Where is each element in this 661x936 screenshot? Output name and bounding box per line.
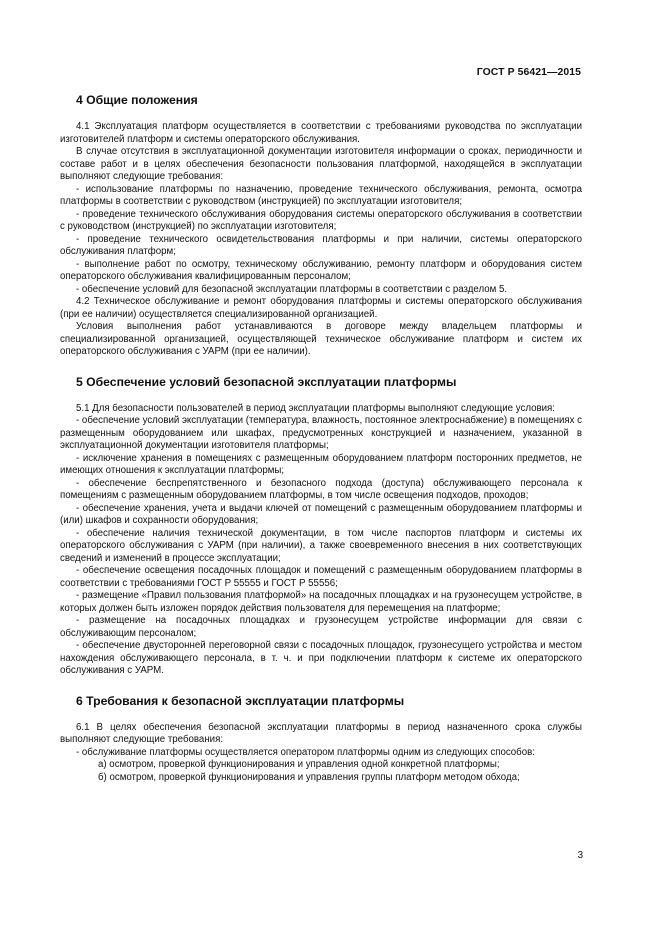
section-4-body xyxy=(60,121,582,359)
sub-item: б) осмотром, проверкой функционирования и управления группы платформ методом обхода; xyxy=(98,771,520,783)
section-title: 4 Общие положения xyxy=(76,93,198,107)
list-item: - выполнение работ по осмотру, техническому обслуживанию, ремонту платформ и оборудования систем операторского обслуживания квалифицированным персоналом; xyxy=(60,258,582,282)
list-item: - проведение технического обслуживания оборудования системы операторского обслуживания в соответствии с руководством (инструкцией) по эксплуатации изготовителя; xyxy=(60,208,582,232)
list-item: - проведение технического освидетельствования платформы и при наличии, системы операторского обслуживания платформ; xyxy=(60,233,582,257)
list-item: - обеспечение условий эксплуатации (температура, влажность, постоянное электроснабжение) в помещениях с размещенным оборудованием или шкафах, предусмотренных конструкцией и назначением, указанной в эксплуатационной документации изготовителя платформы; xyxy=(60,415,582,451)
section-6-body xyxy=(60,722,582,785)
page-number: 3 xyxy=(577,850,583,861)
list-item: - размещение «Правил пользования платформой» на посадочных площадках и на грузонесущем устройстве, в которых должен быть изложен порядок действия пользователя для перемещения на платформе; xyxy=(60,590,582,614)
list-item: - обеспечение беспрепятственного и безопасного подхода (доступа) обслуживающего персонала к помещениям с размещенным оборудованием платформы, в том числе освещения подходов, проходов; xyxy=(60,477,582,501)
section-title: 5 Обеспечение условий безопасной эксплуатации платформы xyxy=(76,374,457,389)
paragraph: 6.1 В целях обеспечения безопасной эксплуатации платформы в период назначенного срока службы выполняют следующие требования: xyxy=(60,721,582,745)
list-item: - обслуживание платформы осуществляется оператором платформы одним из следующих способов: xyxy=(76,746,535,758)
list-item: - обеспечение двусторонней переговорной связи с посадочных площадок, грузонесущего устройства и местом нахождения обслуживающего персонала, в т. ч. и при подключении платформ к системе их операторского обслуживания с УАРМ. xyxy=(60,640,582,676)
paragraph: 4.1 Эксплуатация платформ осуществляется в соответствии с требованиями руководства по эксплуатации изготовителей платформ и системы операторского обслуживания. xyxy=(60,121,582,145)
sub-item: а) осмотром, проверкой функционирования и управления одной конкретной платформы; xyxy=(98,759,500,770)
list-item: - обеспечение наличия технической документации, в том числе паспортов платформ и системы их операторского обслуживания с УАРМ (при наличии), а также своевременного внесения в них соответствующих сведений и изменений в процессе эксплуатации; xyxy=(60,527,582,564)
paragraph: 4.2 Техническое обслуживание и ремонт оборудования платформы и системы операторского обслуживания (при ее наличии) осуществляется специализированной организацией. xyxy=(60,296,582,320)
list-item: - обеспечение хранения, учета и выдачи ключей от помещений с размещенным оборудованием платформы и (или) шкафов и сохранности оборудования; xyxy=(60,502,582,526)
document-body xyxy=(60,93,582,784)
document-code: ГОСТ Р 56421—2015 xyxy=(476,67,581,78)
paragraph: 5.1 Для безопасности пользователей в период эксплуатации платформы выполняют следующие условия: xyxy=(76,402,555,414)
paragraph: Условия выполнения работ устанавливаются в договоре между владельцем платформы и специализированной организацией, осуществляющей техническое обслуживание платформ и систем их операторского обслуживания с УАРМ (при ее наличии). xyxy=(60,321,582,357)
list-item: - исключение хранения в помещениях с размещенным оборудованием платформ посторонних предметов, не имеющих отношения к эксплуатации платформы; xyxy=(60,452,582,476)
list-item: - размещение на посадочных площадках и грузонесущем устройстве информации для связи с обслуживающим персоналом; xyxy=(60,615,582,639)
list-item: - обеспечение условий для безопасной эксплуатации платформы в соответствии с разделом 5. xyxy=(76,283,508,295)
list-item: - обеспечение освещения посадочных площадок и помещений с размещенным оборудованием платформы в соответствии с требованиями ГОСТ Р 55555 и ГОСТ Р 55556; xyxy=(60,565,582,589)
paragraph: В случае отсутствия в эксплуатационной документации изготовителя информации о сроках, периодичности и составе работ и в целях обеспечения безопасности пользования платформой, находящейся в эксплуатации выполняют следующие требования: xyxy=(60,146,582,182)
section-5-body xyxy=(60,403,582,678)
list-item: - использование платформы по назначению, проведение технического обслуживания, ремонта, осмотра платформы в соответствии с руководством (инструкцией) по эксплуатации изготовителя; xyxy=(60,183,582,207)
section-title: 6 Требования к безопасной эксплуатации платформы xyxy=(76,693,405,708)
